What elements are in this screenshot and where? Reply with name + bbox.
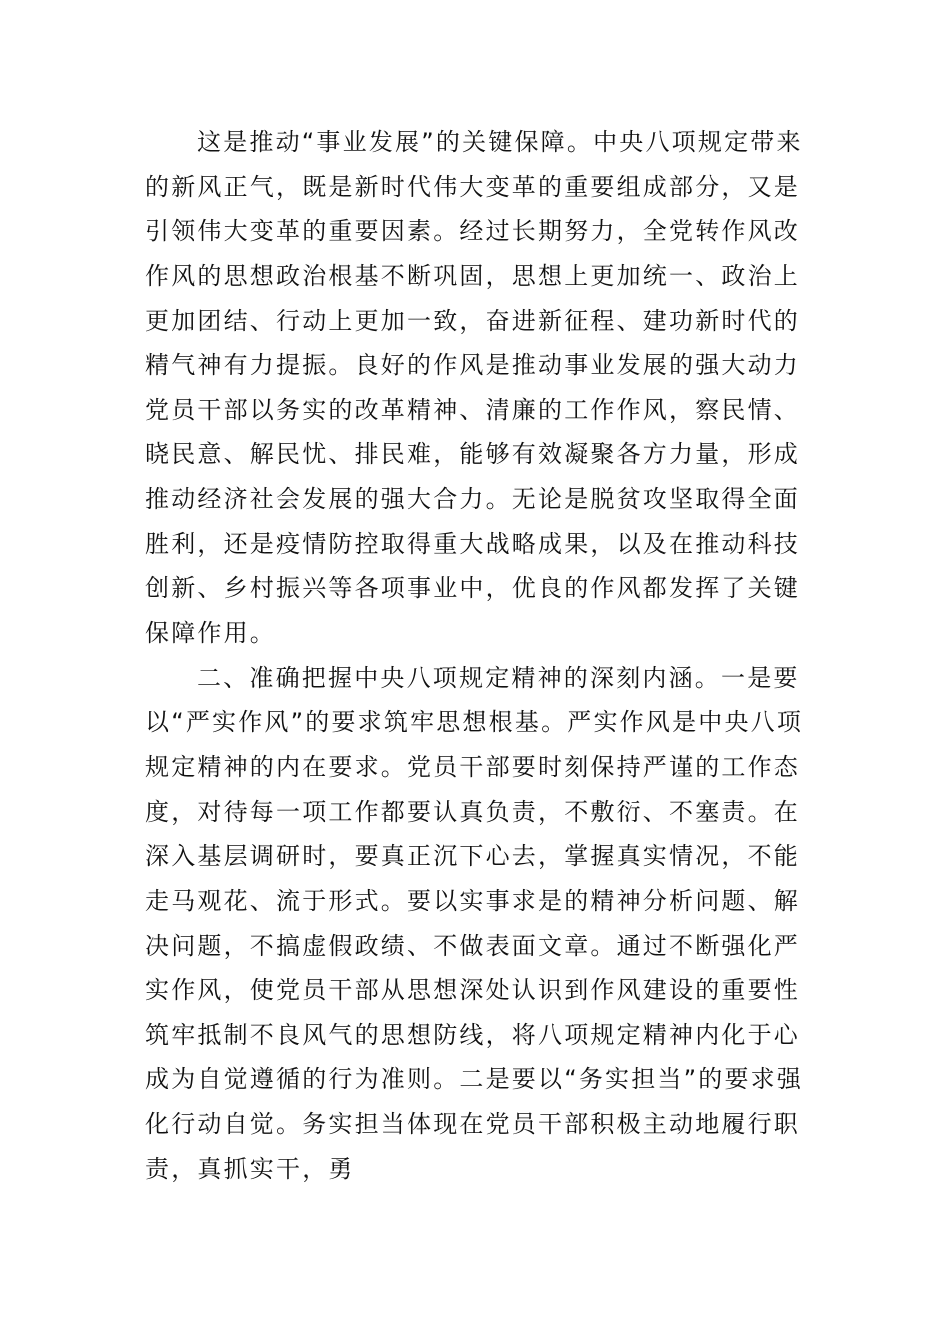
text-line: 责，真抓实干，勇: [145, 1154, 355, 1183]
text-line: 晓民意、解民忧、排民难，能够有效凝聚各方力量，形成: [145, 440, 800, 469]
section-heading-line: 二、准确把握中央八项规定精神的深刻内涵。一是要: [197, 663, 800, 692]
text-line: 化行动自觉。务实担当体现在党员干部积极主动地履行职: [145, 1110, 800, 1139]
text-line: 保障作用。: [145, 619, 276, 648]
text-line: 实作风，使党员干部从思想深处认识到作风建设的重要性: [145, 976, 800, 1005]
paragraph-2: [145, 656, 815, 1192]
document-body: [145, 120, 815, 1191]
text-line: 推动经济社会发展的强大合力。无论是脱贫攻坚取得全面: [145, 485, 800, 514]
text-line: 深入基层调研时，要真正沉下心去，掌握真实情况，不能: [145, 842, 800, 871]
text-line: 引领伟大变革的重要因素。经过长期努力，全党转作风改: [145, 217, 800, 246]
text-line: 筑牢抵制不良风气的思想防线，将八项规定精神内化于心: [145, 1020, 800, 1049]
text-line: 党员干部以务实的改革精神、清廉的工作作风，察民情、: [145, 395, 800, 424]
text-line: 作风的思想政治根基不断巩固，思想上更加统一、政治上: [145, 261, 800, 290]
text-line: 以“严实作风”的要求筑牢思想根基。严实作风是中央八项: [145, 708, 804, 737]
text-line: 决问题，不搞虚假政绩、不做表面文章。通过不断强化严: [145, 931, 800, 960]
text-line: 更加团结、行动上更加一致，奋进新征程、建功新时代的: [145, 306, 800, 335]
text-line: 走马观花、流于形式。要以实事求是的精神分析问题、解: [145, 886, 800, 915]
text-line: 规定精神的内在要求。党员干部要时刻保持严谨的工作态: [145, 752, 800, 781]
text-line: 胜利，还是疫情防控取得重大战略成果，以及在推动科技: [145, 529, 800, 558]
paragraph-1: [145, 120, 815, 656]
text-line: 这是推动“事业发展”的关键保障。中央八项规定带来: [197, 128, 803, 156]
text-line: 的新风正气，既是新时代伟大变革的重要组成部分，又是: [145, 172, 800, 201]
text-line: 度，对待每一项工作都要认真负责，不敷衍、不塞责。在: [145, 797, 800, 826]
text-line: 成为自觉遵循的行为准则。二是要以“务实担当”的要求强: [145, 1065, 804, 1094]
text-line: 创新、乡村振兴等各项事业中，优良的作风都发挥了关键: [145, 574, 800, 603]
text-line: 精气神有力提振。良好的作风是推动事业发展的强大动力: [145, 351, 800, 380]
